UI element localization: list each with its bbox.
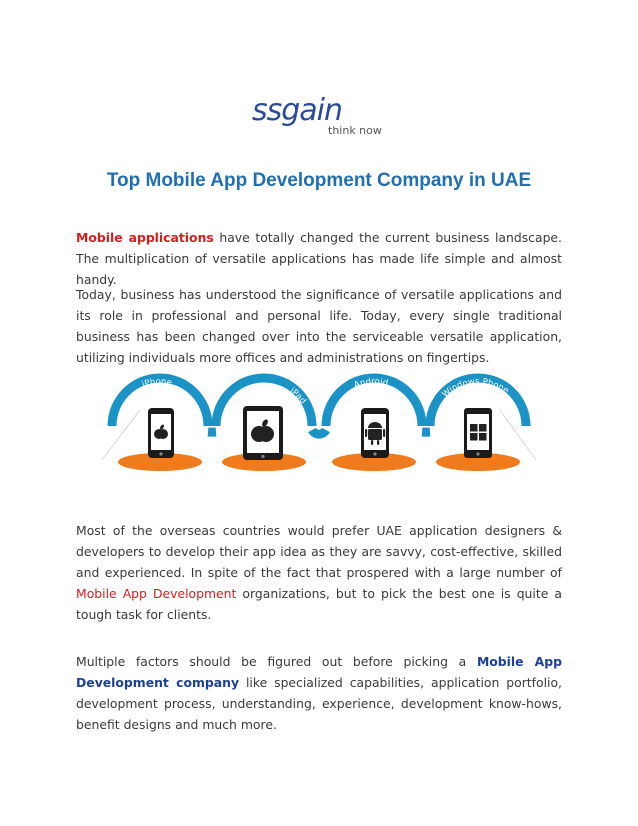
paragraph-overseas-end: organizations, but to pick the best one is quite a tough task for clients. <box>76 586 562 622</box>
device-banner <box>100 370 538 488</box>
paragraph-intro-text: have totally changed the current business landscape. The multiplication of versatile applications has made life simple and almost handy. <box>76 230 562 287</box>
banner-bases <box>118 453 520 471</box>
windows-phone-device <box>464 408 492 458</box>
paragraph-overseas <box>76 520 562 625</box>
paragraph-factors <box>76 651 562 735</box>
label-android: Android <box>352 376 390 391</box>
logo-tagline: think now <box>328 124 382 137</box>
iphone-device <box>148 408 174 458</box>
label-iphone: iPhone <box>140 376 173 391</box>
mobile-app-development-link[interactable]: Mobile App Development <box>76 586 237 601</box>
paragraph-factors-end: like specialized capabilities, application portfolio, development process, understanding, experience, development know-hows, benefit designs and much more. <box>76 675 562 732</box>
label-ipad: iPad <box>287 386 308 407</box>
page-title: Top Mobile App Development Company in UAE <box>106 170 532 191</box>
paragraph-intro <box>76 227 562 290</box>
android-device <box>361 408 389 458</box>
logo-brand: ssgain <box>252 93 343 128</box>
mobile-applications-text: Mobile applications <box>76 230 214 245</box>
ssgain-logo <box>250 90 400 140</box>
mobile-app-development-company-link[interactable]: Mobile App Development company <box>76 654 562 690</box>
paragraph-overseas-text: Most of the overseas countries would prefer UAE application designers & developers to develop their app idea as they are savvy, cost-effective, skilled and experienced. In spite of the fact that prospered with a large number of <box>76 523 562 580</box>
paragraph-factors-text: Multiple factors should be figured out before picking a <box>76 654 477 669</box>
ipad-device <box>243 406 283 460</box>
paragraph-business: Today, business has understood the significance of versatile applications and its role in professional and personal life. Today, every single traditional business has been changed over into the serviceable versatile application, utilizing individuals more offices and administrations on fingertips. <box>76 287 562 365</box>
label-windows-phone: Windows Phone <box>440 377 511 400</box>
